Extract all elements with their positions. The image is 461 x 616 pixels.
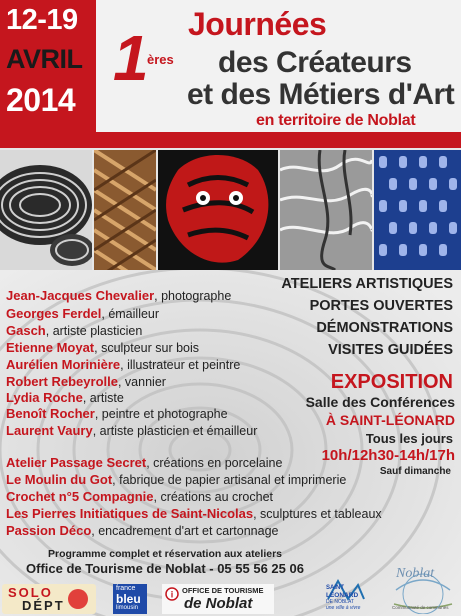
artisan-item (6, 374, 166, 389)
noblat-community-logo-sub: Communauté de communes (392, 605, 449, 610)
activity-item: DÉMONSTRATIONS (316, 320, 453, 336)
solo-dept-logo-top: SOLO (8, 585, 53, 600)
artisan-role: , illustrateur et peintre (120, 358, 241, 372)
photo-red-illustration (158, 150, 278, 270)
photo-blue-crochet (374, 150, 461, 270)
artisan-name: Etienne Moyat (6, 340, 95, 355)
workshop-item (6, 506, 382, 521)
artisan-name: Gasch (6, 323, 46, 338)
workshop-name: Crochet n°5 Compagnie (6, 489, 154, 504)
artisan-name: Robert Rebeyrolle (6, 374, 118, 389)
workshop-name: Les Pierres Initiatiques de Saint-Nicolas (6, 506, 254, 521)
photo-woven-basket (94, 150, 156, 270)
artisan-name: Aurélien Morinière (6, 357, 121, 372)
exposition-days: Tous les jours (365, 431, 453, 446)
artisan-name: Jean-Jacques Chevalier (6, 288, 155, 303)
artisan-role: , photographe (154, 289, 232, 303)
photo-water-reflection (280, 150, 372, 270)
solo-dept-logo-bottom: DÉPT (22, 598, 65, 613)
activity-item: PORTES OUVERTES (309, 298, 453, 314)
artisan-role: , vannier (117, 375, 166, 389)
france-bleu-logo-top: france (116, 585, 136, 592)
artisan-name: Laurent Vaury (6, 423, 93, 438)
edition-number: 1 (113, 22, 149, 94)
workshop-role: , encadrement d'art et cartonnage (91, 524, 279, 538)
workshop-item (6, 472, 346, 487)
workshop-role: , sculptures et tableaux (253, 507, 382, 521)
saint-leonard-logo-line2: LÉONARD (326, 592, 359, 599)
header-red-band (96, 132, 461, 148)
noblat-community-logo (388, 560, 458, 614)
saint-leonard-logo-line4: une ville à vivre (326, 605, 361, 611)
office-tourisme-icon (165, 587, 179, 601)
saint-leonard-logo (312, 577, 382, 615)
workshop-name: Passion Déco (6, 523, 92, 538)
artisan-role: , peintre et photographe (94, 407, 228, 421)
month: AVRIL (6, 44, 83, 74)
artisan-role: , artiste plasticien et émailleur (92, 424, 258, 438)
workshop-item (6, 455, 282, 470)
artisan-item (6, 306, 159, 321)
svg-text:i: i (170, 589, 174, 600)
workshop-role: , créations au crochet (153, 490, 274, 504)
office-tourisme-logo-main: de Noblat (184, 595, 253, 612)
france-bleu-logo (113, 584, 147, 614)
artisan-name: Georges Ferdel (6, 306, 102, 321)
date-range: 12-19 (6, 4, 78, 36)
workshop-role: , fabrique de papier artisanal et imprimerie (112, 473, 347, 487)
photo-ceramic-bowls (0, 150, 92, 270)
exposition-venue: Salle des Conférences (305, 394, 455, 410)
title-territoire: en territoire de Noblat (256, 112, 416, 129)
artisan-item (6, 406, 228, 421)
exposition-exception: Sauf dimanche (379, 466, 451, 477)
office-contact-line: Office de Tourisme de Noblat - 05 55 56 25 06 (26, 561, 304, 576)
workshop-role: , créations en porcelaine (146, 456, 283, 470)
title-journees: Journées (188, 6, 327, 42)
artisan-item (6, 323, 142, 338)
program-line: Programme complet et réservation aux ateliers (47, 548, 282, 560)
artisan-item (6, 288, 231, 303)
title-metiers: et des Métiers d'Art (187, 78, 455, 111)
artisan-role: , sculpteur sur bois (94, 341, 200, 355)
exposition-title: EXPOSITION (330, 371, 453, 393)
noblat-community-logo-main: Noblat (396, 566, 435, 581)
workshop-name: Le Moulin du Got (6, 472, 113, 487)
workshop-item (6, 489, 273, 504)
artisan-item (6, 423, 257, 438)
artisan-item (6, 340, 199, 355)
office-tourisme-logo (162, 584, 274, 614)
activity-item: VISITES GUIDÉES (328, 342, 453, 358)
solo-dept-logo (2, 584, 96, 614)
france-bleu-logo-sub: limousin (116, 605, 139, 611)
workshop-name: Atelier Passage Secret (6, 455, 147, 470)
saint-leonard-logo-line1: SAINT (326, 585, 344, 591)
activity-item: ATELIERS ARTISTIQUES (281, 276, 453, 292)
year: 2014 (6, 82, 76, 118)
artisan-item (6, 357, 240, 372)
artisan-name: Benoît Rocher (6, 406, 95, 421)
france-bleu-logo-main: bleu (116, 592, 141, 606)
artisan-role: , artiste plasticien (45, 324, 143, 338)
artisan-role: , émailleur (101, 307, 160, 321)
artisan-role: , artiste (82, 391, 124, 405)
exposition-city: À SAINT-LÉONARD (325, 412, 455, 428)
exposition-hours: 10h/12h30-14h/17h (321, 447, 455, 464)
edition-suffix: ères (147, 52, 174, 67)
title-createurs: des Créateurs (218, 46, 412, 79)
saint-leonard-logo-line3: DE NOBLAT (326, 599, 354, 605)
office-tourisme-logo-top: OFFICE DE TOURISME (182, 586, 264, 595)
artisan-name: Lydia Roche (6, 390, 83, 405)
workshop-item (6, 523, 279, 538)
artisan-item (6, 390, 124, 405)
